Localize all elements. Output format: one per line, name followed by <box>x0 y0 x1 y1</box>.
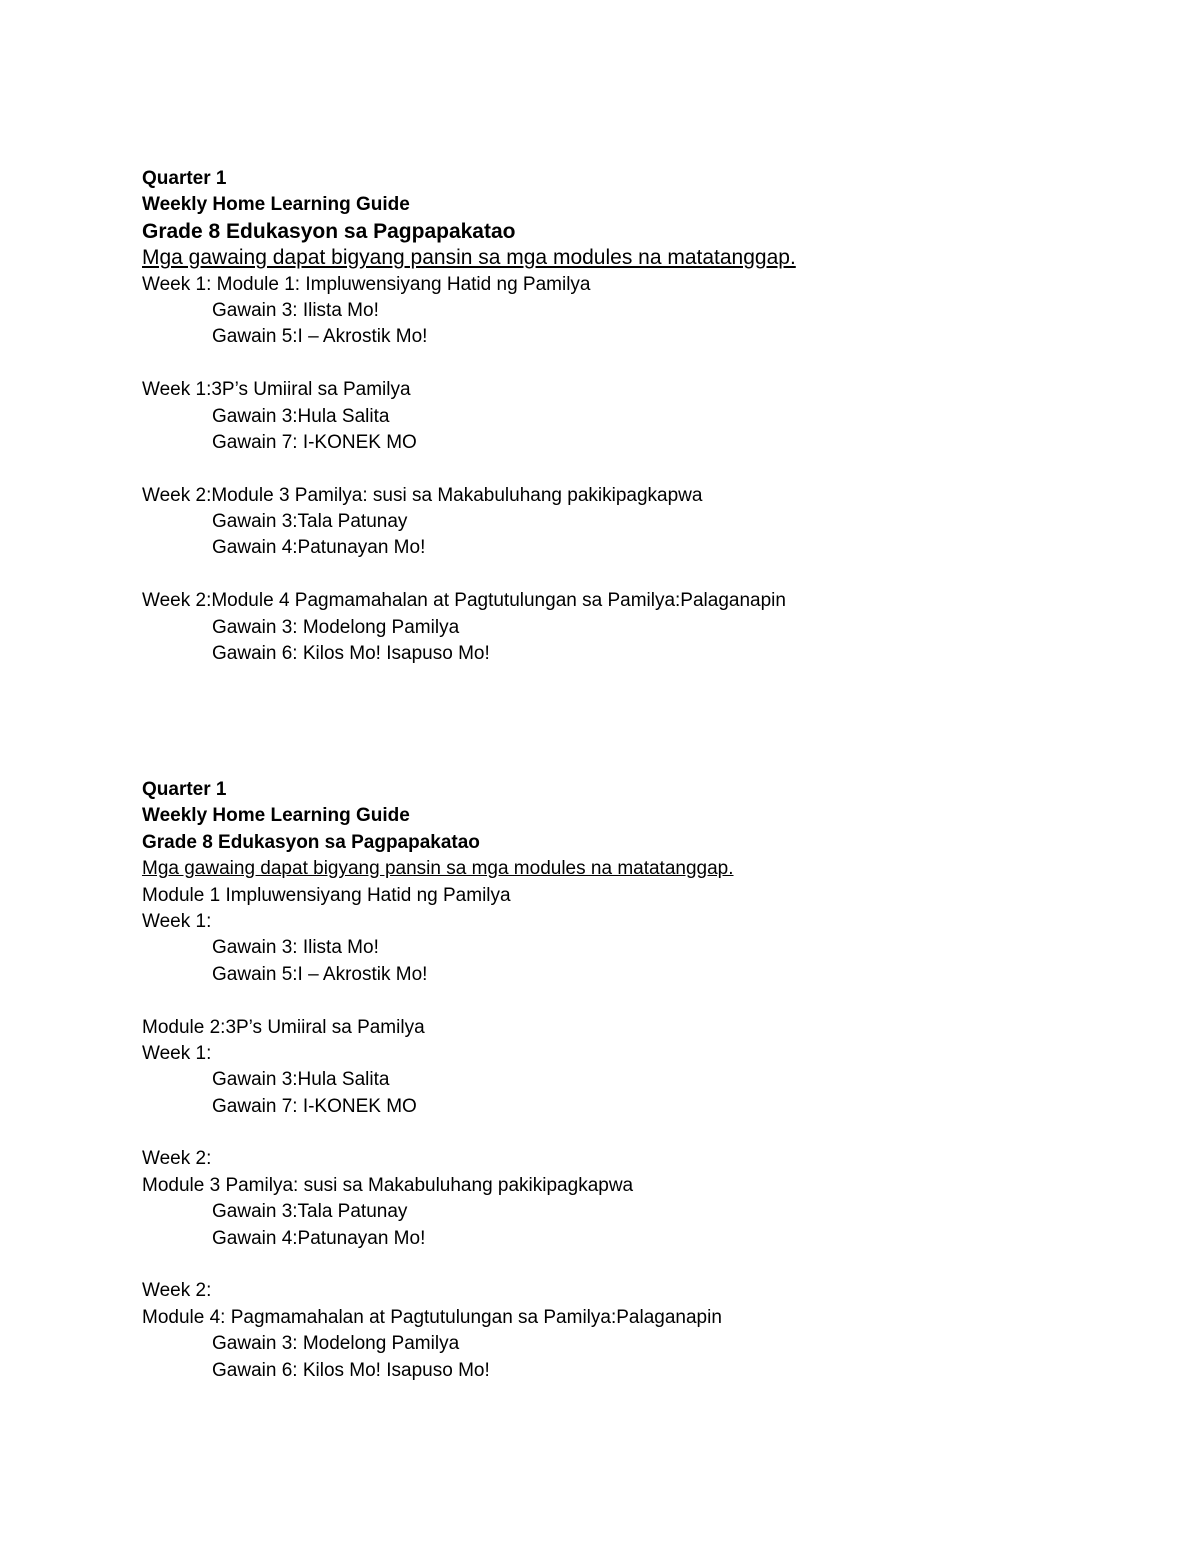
spacer <box>142 988 734 1014</box>
module-heading: Module 3 Pamilya: susi sa Makabuluhang pakikipagkapwa <box>142 1174 634 1196</box>
quarter-heading: Quarter 1 <box>142 779 227 800</box>
module-heading: Module 4: Pagmamahalan at Pagtutulungan sa Pamilya:Palaganapin <box>142 1306 722 1328</box>
module-heading: Module 2:3P’s Umiiral sa Pamilya <box>142 1016 425 1038</box>
week-heading: Week 2: <box>142 1280 212 1302</box>
gawain-item: Gawain 4:Patunayan Mo! <box>212 537 426 559</box>
gawain-item: Gawain 3: Modelong Pamilya <box>212 1333 460 1355</box>
week-heading: Week 1: <box>142 910 212 932</box>
instruction-line: Mga gawaing dapat bigyang pansin sa mga modules na matatanggap. <box>142 246 796 270</box>
week-module-heading: Week 1:3P’s Umiiral sa Pamilya <box>142 379 411 401</box>
gawain-item: Gawain 3:Hula Salita <box>212 1069 390 1091</box>
week-heading: Week 1: <box>142 1042 212 1064</box>
week-module-heading: Week 1: Module 1: Impluwensiyang Hatid ng Pamilya <box>142 273 591 295</box>
module-heading: Module 1 Impluwensiyang Hatid ng Pamilya <box>142 884 511 906</box>
gawain-item: Gawain 3: Modelong Pamilya <box>212 616 460 638</box>
gawain-item: Gawain 3:Tala Patunay <box>212 1201 408 1223</box>
guide-title: Weekly Home Learning Guide <box>142 194 410 216</box>
guide-section-1 <box>142 166 796 667</box>
spacer <box>142 351 796 377</box>
week-group <box>142 588 796 667</box>
module-group <box>142 883 734 989</box>
week-group <box>142 377 796 456</box>
spacer <box>142 562 796 588</box>
gawain-item: Gawain 6: Kilos Mo! Isapuso Mo! <box>212 643 490 665</box>
gawain-item: Gawain 5:I – Akrostik Mo! <box>212 326 428 348</box>
spacer <box>142 456 796 482</box>
spacer <box>142 1252 734 1278</box>
guide-section-2 <box>142 777 734 1384</box>
gawain-item: Gawain 7: I-KONEK MO <box>212 431 417 453</box>
instruction-line: Mga gawaing dapat bigyang pansin sa mga modules na matatanggap. <box>142 858 734 880</box>
subject-title: Grade 8 Edukasyon sa Pagpapakatao <box>142 219 516 243</box>
week-heading: Week 2: <box>142 1148 212 1170</box>
gawain-item: Gawain 7: I-KONEK MO <box>212 1095 417 1117</box>
gawain-item: Gawain 3: Ilista Mo! <box>212 937 379 959</box>
module-group <box>142 1278 734 1384</box>
subject-title: Grade 8 Edukasyon sa Pagpapakatao <box>142 831 480 853</box>
module-group <box>142 1015 734 1121</box>
week-group <box>142 483 796 562</box>
gawain-item: Gawain 6: Kilos Mo! Isapuso Mo! <box>212 1359 490 1381</box>
module-group <box>142 1146 734 1252</box>
gawain-item: Gawain 4:Patunayan Mo! <box>212 1227 426 1249</box>
quarter-heading: Quarter 1 <box>142 168 227 189</box>
spacer <box>142 1120 734 1146</box>
gawain-item: Gawain 3:Tala Patunay <box>212 511 408 533</box>
gawain-item: Gawain 3:Hula Salita <box>212 405 390 427</box>
gawain-item: Gawain 5:I – Akrostik Mo! <box>212 963 428 985</box>
week-module-heading: Week 2:Module 4 Pagmamahalan at Pagtutulungan sa Pamilya:Palaganapin <box>142 590 786 612</box>
guide-title: Weekly Home Learning Guide <box>142 805 410 827</box>
gawain-item: Gawain 3: Ilista Mo! <box>212 299 379 321</box>
week-module-heading: Week 2:Module 3 Pamilya: susi sa Makabuluhang pakikipagkapwa <box>142 484 703 506</box>
week-group <box>142 272 796 351</box>
